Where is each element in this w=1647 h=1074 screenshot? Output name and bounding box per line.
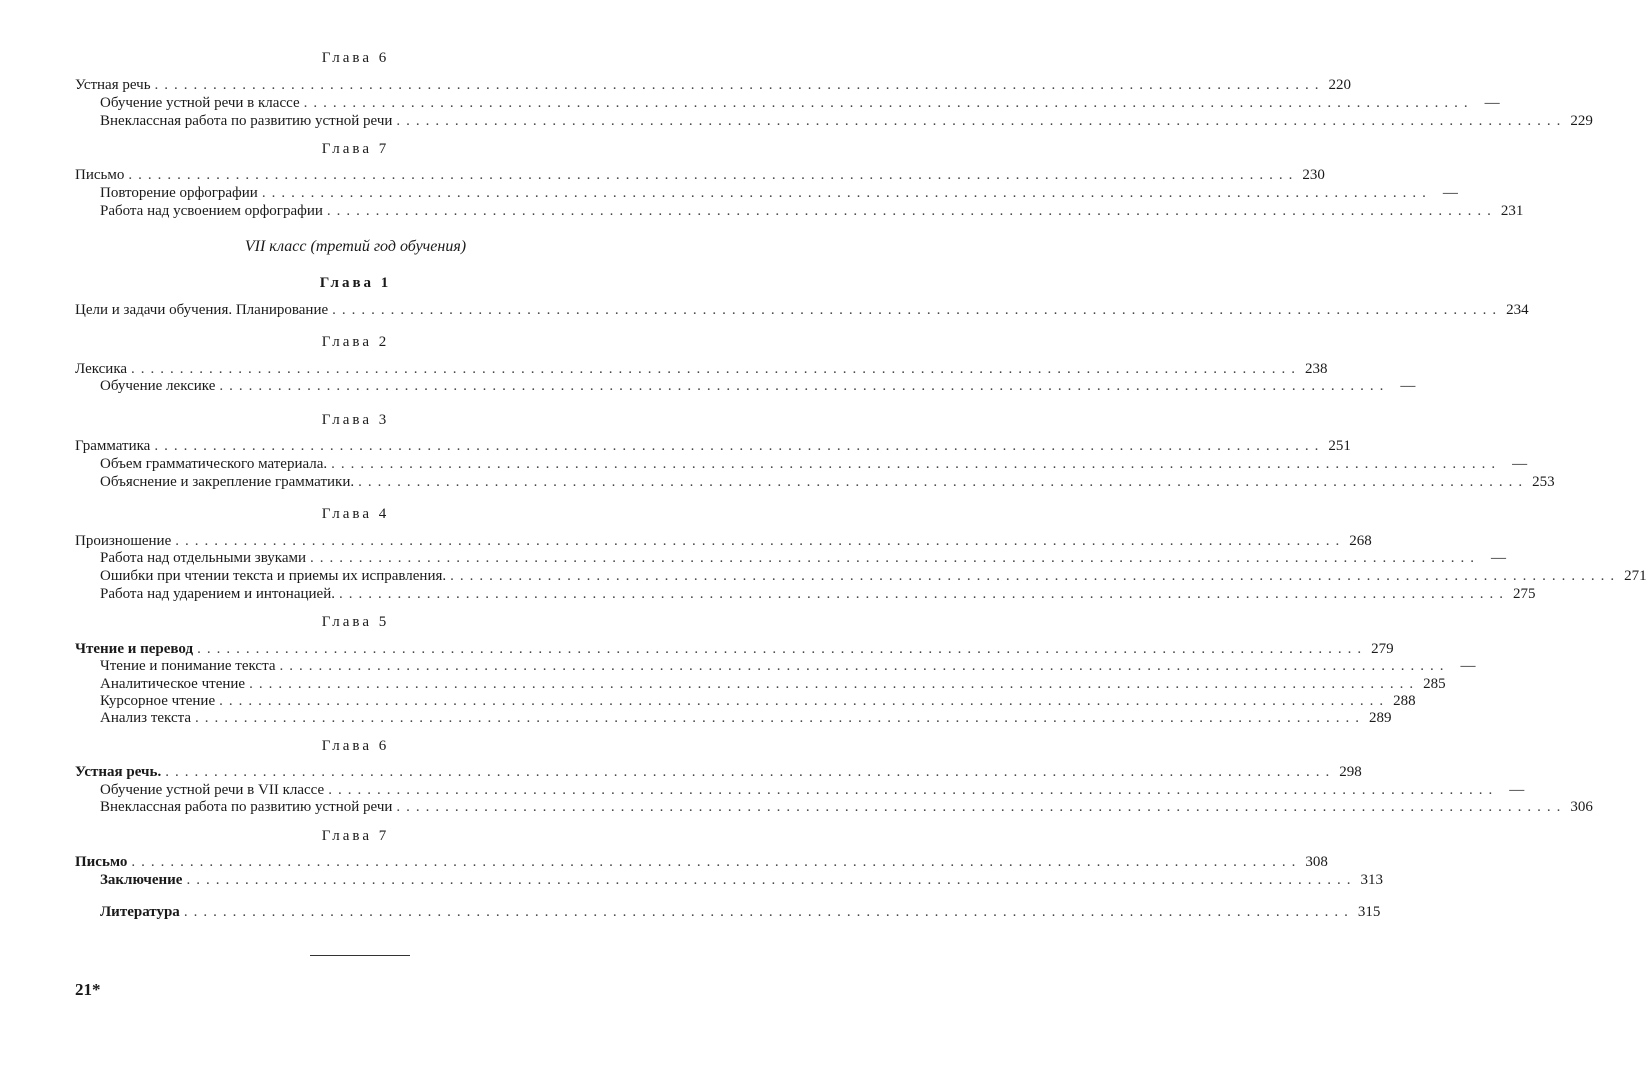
page-number: 285	[1423, 676, 1446, 692]
dot-leader: ........................................................................................................................	[303, 95, 1474, 111]
chapter-heading: Глава 6	[321, 738, 390, 754]
entry-title: Литература	[100, 904, 180, 920]
page-number: —	[1460, 658, 1476, 674]
entry-title: Грамматика	[75, 438, 151, 454]
page-number: 251	[1328, 438, 1351, 454]
entry-title: Внеклассная работа по развитию устной речи	[100, 113, 393, 129]
page-number: —	[1491, 550, 1507, 566]
toc-entry	[100, 871, 1383, 889]
page-number: 220	[1328, 77, 1352, 93]
entry-title: Лексика	[75, 361, 128, 377]
entry-title: Цели и задачи обучения. Планирование	[75, 302, 329, 318]
chapter-heading: Глава 7	[321, 141, 390, 157]
part-title: VII класс (третий год обучения)	[244, 238, 467, 255]
entry-title: Работа над отдельными звуками	[100, 550, 307, 566]
entry-title: Ошибки при чтении текста и приемы их исправления.	[100, 568, 447, 584]
page-number: 268	[1349, 533, 1372, 549]
dot-leader: ........................................................................................................................	[154, 438, 1325, 454]
toc-entry	[75, 301, 1529, 319]
chapter-heading: Глава 6	[321, 50, 390, 66]
entry-title: Заключение	[100, 872, 183, 888]
toc-entry	[100, 585, 1536, 603]
page-number: 238	[1305, 361, 1328, 377]
dot-leader: ........................................................................................................................	[154, 77, 1325, 93]
dot-leader: ........................................................................................................................	[261, 185, 1432, 201]
toc-entry	[100, 473, 1555, 491]
page-number: —	[1509, 782, 1525, 798]
toc-entry	[75, 360, 1328, 378]
entry-title: Устная речь	[75, 77, 151, 93]
page-number: —	[1442, 185, 1458, 201]
chapter-heading: Глава 5	[321, 614, 390, 630]
toc-entry	[100, 903, 1381, 921]
dot-leader: ........................................................................................................................	[332, 302, 1503, 318]
chapter-heading: Глава 1	[319, 275, 392, 291]
page-number: 308	[1305, 854, 1328, 870]
toc-entry	[100, 94, 1500, 112]
entry-title: Внеклассная работа по развитию устной речи	[100, 799, 393, 815]
entry-title: Объяснение и закрепление грамматики.	[100, 474, 355, 490]
page-number: 230	[1302, 167, 1325, 183]
page-number: —	[1400, 378, 1416, 394]
page-number: 234	[1506, 302, 1529, 318]
toc-entry	[100, 675, 1446, 693]
chapter-heading: Глава 7	[321, 828, 390, 844]
page-number: 229	[1570, 113, 1593, 129]
toc-entry	[75, 640, 1394, 658]
dot-leader: ........................................................................................................................	[338, 586, 1509, 602]
entry-title: Чтение и понимание текста	[100, 658, 276, 674]
page-number: 275	[1512, 586, 1536, 602]
page-number: 298	[1339, 764, 1362, 780]
page-number: 271	[1624, 568, 1647, 584]
page-number: 313	[1360, 872, 1383, 888]
toc-entry	[75, 853, 1328, 871]
entry-title: Письмо	[75, 854, 128, 870]
signature-mark: 21*	[75, 980, 101, 999]
entry-title: Обучение устной речи в VII классе	[100, 782, 325, 798]
page-number: 289	[1369, 710, 1392, 726]
entry-title: Объем грамматического материала.	[100, 456, 328, 472]
dot-leader: ........................................................................................................................	[197, 641, 1368, 657]
toc-entry	[100, 657, 1476, 675]
entry-title: Письмо	[75, 167, 125, 183]
dot-leader: ........................................................................................................................	[219, 693, 1390, 709]
page-number: 231	[1500, 203, 1524, 219]
dot-leader: ........................................................................................................................	[279, 658, 1450, 674]
toc-entry	[100, 781, 1525, 799]
page-number: 306	[1570, 799, 1593, 815]
dot-leader: ........................................................................................................................	[358, 474, 1529, 490]
dot-leader: ........................................................................................................................	[310, 550, 1481, 566]
chapter-heading: Глава 4	[321, 506, 390, 522]
chapter-heading: Глава 3	[321, 412, 390, 428]
toc-entry	[75, 532, 1372, 550]
dot-leader: ........................................................................................................................	[186, 872, 1357, 888]
page-number: 253	[1532, 474, 1555, 490]
toc-entry	[75, 437, 1351, 455]
entry-title: Повторение орфографии	[100, 185, 258, 201]
page-number: 288	[1393, 693, 1416, 709]
toc-entry	[100, 112, 1593, 130]
page-number: —	[1512, 456, 1528, 472]
dot-leader: ........................................................................................................................	[331, 456, 1502, 472]
toc-entry	[100, 692, 1416, 710]
entry-title: Чтение и перевод	[75, 641, 194, 657]
page-number: 279	[1371, 641, 1394, 657]
toc-entry	[100, 798, 1593, 816]
dot-leader: ........................................................................................................................	[396, 799, 1567, 815]
page-number: —	[1484, 95, 1500, 111]
dot-leader: ........................................................................................................................	[183, 904, 1354, 920]
entry-title: Анализ текста	[100, 710, 192, 726]
dot-leader: ........................................................................................................................	[195, 710, 1366, 726]
entry-title: Обучение лексике	[100, 378, 216, 394]
entry-title: Аналитическое чтение	[100, 676, 246, 692]
toc-entry	[75, 763, 1362, 781]
closing-rule	[310, 955, 410, 956]
dot-leader: ........................................................................................................................	[328, 782, 1499, 798]
toc-entry	[100, 455, 1528, 473]
entry-title: Работа над ударением и интонацией.	[100, 586, 335, 602]
toc-entry	[100, 377, 1416, 395]
dot-leader: ........................................................................................................................	[450, 568, 1621, 584]
toc-entry	[100, 184, 1458, 202]
toc-entry	[75, 76, 1352, 94]
dot-leader: ........................................................................................................................	[396, 113, 1567, 129]
dot-leader: ........................................................................................................................	[128, 167, 1299, 183]
dot-leader: ........................................................................................................................	[131, 361, 1302, 377]
page-number: 315	[1357, 904, 1381, 920]
entry-title: Обучение устной речи в классе	[100, 95, 300, 111]
toc-entry	[75, 166, 1325, 184]
chapter-heading: Глава 2	[321, 334, 390, 350]
dot-leader: ........................................................................................................................	[175, 533, 1346, 549]
entry-title: Работа над усвоением орфографии	[100, 203, 323, 219]
dot-leader: ........................................................................................................................	[131, 854, 1302, 870]
dot-leader: ........................................................................................................................	[219, 378, 1390, 394]
entry-title: Курсорное чтение	[100, 693, 216, 709]
dot-leader: ........................................................................................................................	[326, 203, 1497, 219]
toc-entry	[100, 567, 1647, 585]
toc-entry	[100, 549, 1507, 567]
toc-entry	[100, 202, 1524, 220]
dot-leader: ........................................................................................................................	[165, 764, 1336, 780]
dot-leader: ........................................................................................................................	[249, 676, 1420, 692]
entry-title: Произношение	[75, 533, 172, 549]
toc-entry	[100, 709, 1392, 727]
entry-title: Устная речь.	[75, 764, 162, 780]
